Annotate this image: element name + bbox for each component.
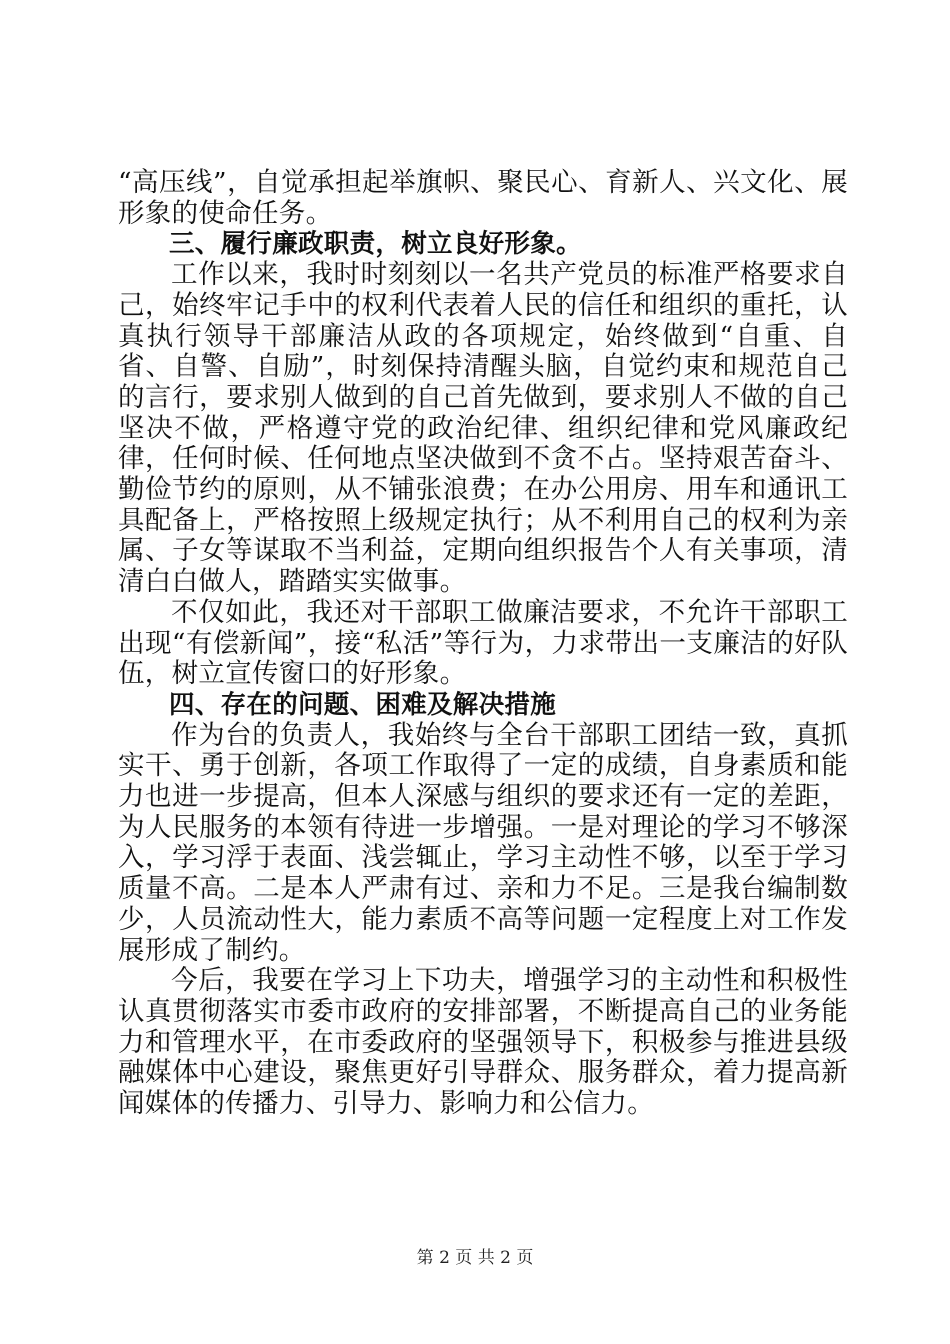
document-body xyxy=(118,168,848,1120)
paragraph-future-plans: 今后，我要在学习上下功夫，增强学习的主动性和积极性认真贯彻落实市委市政府的安排部署，不断提高自己的业务能力和管理水平，在市委政府的坚强领导下，积极参与推进县级融媒体中心建设，聚焦更好引导群众、服务群众，着力提高新闻媒体的传播力、引导力、影响力和公信力。 xyxy=(118,965,848,1120)
section-heading-4: 四、存在的问题、困难及解决措施 xyxy=(169,689,557,720)
paragraph-staff-requirements: 不仅如此，我还对干部职工做廉洁要求，不允许干部职工出现“有偿新闻”，接“私活”等行为，力求带出一支廉洁的好队伍，树立宣传窗口的好形象。 xyxy=(118,596,848,690)
paragraph-continuation: “高压线”，自觉承担起举旗帜、聚民心、育新人、兴文化、展形象的使命任务。 xyxy=(118,167,848,229)
section-heading-3: 三、履行廉政职责，树立良好形象。 xyxy=(169,229,582,260)
page-number-footer: 第 2 页 共 2 页 xyxy=(416,1248,534,1268)
paragraph-problems: 作为台的负责人，我始终与全台干部职工团结一致，真抓实干、勇于创新，各项工作取得了一定的成绩，自身素质和能力也进一步提高，但本人深感与组织的要求还有一定的差距，为人民服务的本领有待进一步增强。一是对理论的学习不够深入，学习浮于表面、浅尝辄止，学习主动性不够，以至于学习质量不高。二是本人严肃有过、亲和力不足。三是我台编制数少，人员流动性大，能力素质不高等问题一定程度上对工作发展形成了制约。 xyxy=(118,719,848,966)
paragraph-integrity-duties: 工作以来，我时时刻刻以一名共产党员的标准严格要求自己，始终牢记手中的权利代表着人民的信任和组织的重托，认真执行领导干部廉洁从政的各项规定，始终做到“自重、自省、自警、自励”，时刻保持清醒头脑，自觉约束和规范自己的言行，要求别人做到的自己首先做到，要求别人不做的自己坚决不做，严格遵守党的政治纪律、组织纪律和党风廉政纪律，任何时候、任何地点坚决做到不贪不占。坚持艰苦奋斗、勤俭节约的原则，从不铺张浪费；在办公用房、用车和通讯工具配备上，严格按照上级规定执行；从不利用自己的权利为亲属、子女等谋取不当利益，定期向组织报告个人有关事项，清清白白做人，踏踏实实做事。 xyxy=(118,259,848,598)
